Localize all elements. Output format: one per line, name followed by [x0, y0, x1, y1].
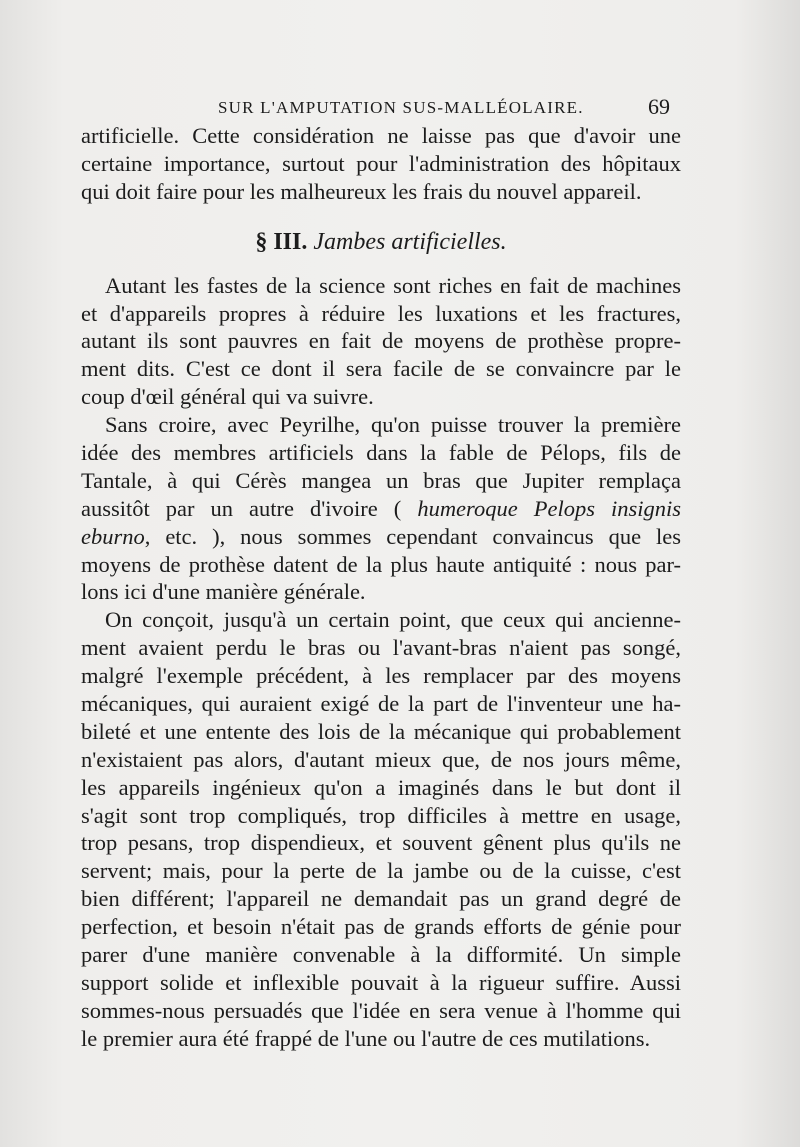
text-line: autant ils sont pauvres en fait de moyens de prothèse propre- [81, 328, 681, 354]
text-line: bileté et une entente des lois de la mécanique qui probablement [81, 718, 681, 744]
paragraph-3 [81, 606, 681, 1052]
section-title: Jambes artificielles. [313, 228, 507, 255]
paragraph-2 [81, 411, 681, 606]
text-line: certaine importance, surtout pour l'administration des hôpitaux [81, 150, 681, 176]
text-line: ment avaient perdu le bras ou l'avant-bras n'aient pas songé, [81, 635, 681, 661]
text-line: On conçoit, jusqu'à un certain point, que ceux qui ancienne- [105, 607, 681, 633]
text-line: lons ici d'une manière générale. [81, 579, 366, 605]
text-line [81, 523, 681, 551]
section-heading [81, 212, 681, 272]
text-line: malgré l'exemple précédent, à les remplacer par des moyens [81, 663, 681, 689]
text-line: coup d'œil général qui va suivre. [81, 384, 374, 410]
text-line [81, 495, 681, 523]
body-text [81, 122, 681, 1053]
text-run: , etc. ), nous sommes cependant convaincus que les [144, 523, 681, 549]
text-line: n'existaient pas alors, d'autant mieux que, de nos jours même, [81, 746, 681, 772]
text-line: servent; mais, pour la perte de la jambe ou de la cuisse, c'est [81, 858, 681, 884]
latin-quote-end: eburno [81, 523, 145, 549]
text-line: artificielle. Cette considération ne laisse pas que d'avoir une [81, 123, 681, 148]
paragraph-1 [81, 272, 681, 411]
page-number: 69 [648, 94, 670, 119]
paragraph-continuation [81, 122, 681, 206]
text-line: perfection, et besoin n'était pas de grands efforts de génie pour [81, 914, 681, 940]
running-head: SUR L'AMPUTATION SUS-MALLÉOLAIRE. [218, 98, 584, 117]
text-line: parer d'une manière convenable à la difformité. Un simple [81, 942, 681, 968]
text-run: aussitôt par un autre d'ivoire ( [81, 495, 402, 521]
text-line: les appareils ingénieux qu'on a imaginés dans le but dont il [81, 774, 681, 800]
text-line: support solide et inflexible pouvait à la rigueur suffire. Aussi [81, 969, 681, 995]
section-number: § III. [255, 228, 308, 255]
text-line: idée des membres artificiels dans la fable de Pélops, fils de [81, 440, 681, 466]
text-line: qui doit faire pour les malheureux les frais du nouvel appareil. [81, 178, 642, 204]
text-line: le premier aura été frappé de l'une ou l'autre de ces mutilations. [81, 1025, 651, 1051]
text-line: moyens de prothèse datent de la plus haute antiquité : nous par- [81, 551, 681, 577]
text-line: bien différent; l'appareil ne demandait pas un grand degré de [81, 886, 681, 912]
text-line: mécaniques, qui auraient exigé de la part de l'inventeur une ha- [81, 691, 681, 717]
text-line: s'agit sont trop compliqués, trop difficiles à mettre en usage, [81, 802, 681, 828]
text-line: trop pesans, trop dispendieux, et souvent gênent plus qu'ils ne [81, 830, 681, 856]
text-line: sommes-nous persuadés que l'idée en sera venue à l'homme qui [81, 997, 681, 1023]
text-line: Tantale, à qui Cérès mangea un bras que Jupiter remplaça [81, 467, 681, 493]
latin-quote: humeroque Pelops insignis [417, 495, 681, 521]
text-line: et d'appareils propres à réduire les luxations et les fractures, [81, 300, 681, 326]
text-line: ment dits. C'est ce dont il sera facile de se convaincre par le [81, 356, 681, 382]
text-line: Autant les fastes de la science sont riches en fait de machines [105, 272, 681, 298]
text-line: Sans croire, avec Peyrilhe, qu'on puisse trouver la première [105, 412, 681, 438]
